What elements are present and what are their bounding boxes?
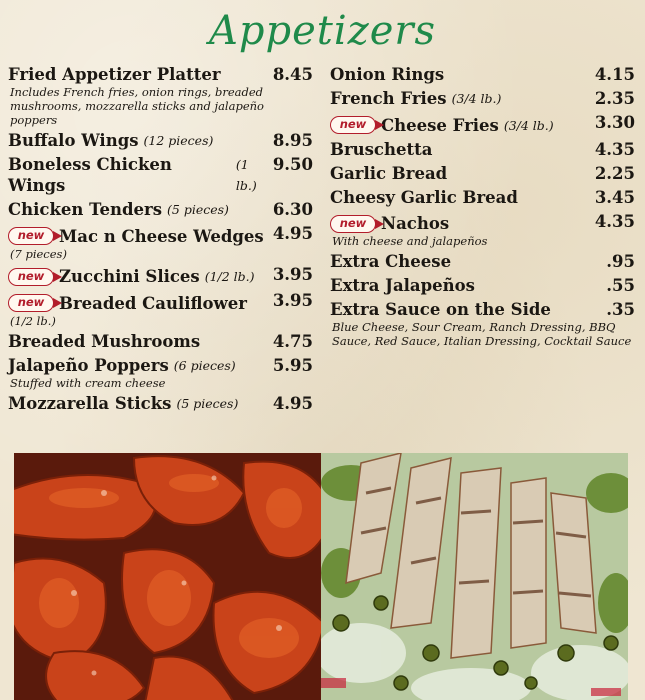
menu-item-label: Garlic Bread	[330, 163, 448, 183]
menu-item-quantity: (5 pieces)	[167, 202, 229, 217]
menu-item-label: Boneless Chicken Wings	[8, 155, 172, 195]
menu-item-bruschetta	[330, 139, 635, 160]
menu-item-name	[330, 139, 432, 160]
menu-item-row	[330, 112, 635, 136]
menu-item-price: 9.50	[272, 155, 313, 174]
menu-item-quantity: (1/2 lb.)	[204, 269, 255, 284]
menu-item-name	[330, 299, 551, 320]
menu-item-quantity: (12 pieces)	[143, 133, 214, 148]
menu-item-garlic-bread	[330, 163, 635, 184]
menu-item-name	[8, 154, 273, 196]
menu-item-description: Stuffed with cream cheese	[10, 375, 166, 390]
menu-item-row	[330, 64, 635, 85]
menu-item-row	[330, 299, 635, 320]
menu-item-row	[8, 64, 313, 85]
menu-item-name	[8, 130, 213, 151]
menu-item-zucchini-slices	[8, 264, 313, 288]
menu-item-label: Extra Cheese	[330, 252, 452, 271]
menu-item-row	[8, 223, 313, 247]
menu-item-label: Cheesy Garlic Bread	[330, 187, 518, 207]
menu-item-label: Nachos	[381, 214, 450, 233]
menu-item-label: Zucchini Slices	[59, 267, 200, 286]
menu-item-nachos	[330, 211, 635, 249]
menu-item-description: Blue Cheese, Sour Cream, Ranch Dressing, BBQ Sauce, Red Sauce, Italian Dressing, Cocktail Sauce	[332, 320, 632, 348]
menu-item-fried-appetizer-platter	[8, 64, 313, 127]
menu-item-mac-n-cheese-wedges	[8, 223, 313, 261]
menu-item-name	[8, 331, 200, 352]
menu-item-label: Extra Jalapeños	[330, 276, 475, 295]
menu-item-price: 3.45	[594, 187, 635, 207]
menu-item-row	[330, 251, 635, 272]
menu-item-label: Extra Sauce on the Side	[330, 300, 551, 319]
menu-item-price: 4.95	[272, 224, 313, 243]
menu-item-row	[330, 139, 635, 160]
menu-item-price: 2.25	[594, 163, 635, 183]
menu-item-extra-jalapenos	[330, 275, 635, 296]
menu-item-cheese-fries	[330, 112, 635, 136]
menu-item-row	[330, 88, 635, 109]
menu-item-name	[8, 199, 229, 220]
menu-item-mozzarella-sticks	[8, 393, 313, 414]
menu-item-name	[330, 187, 518, 208]
new-badge: new	[330, 116, 376, 134]
menu-item-name	[330, 251, 451, 272]
menu-item-name	[330, 213, 449, 234]
menu-item-label: Mac n Cheese Wedges	[59, 226, 264, 246]
menu-item-price: 4.95	[272, 393, 313, 413]
menu-item-label: Fried Appetizer Platter	[8, 65, 221, 84]
menu-item-name	[330, 64, 444, 85]
menu-item-quantity: (1 lb.)	[235, 157, 257, 193]
menu-item-label: Mozzarella Sticks	[8, 393, 172, 413]
menu-item-description: Includes French fries, onion rings, breaded mushrooms, mozzarella sticks and jalapeño poppers	[10, 85, 264, 127]
menu-item-price: 3.95	[272, 264, 313, 284]
menu-item-row	[330, 187, 635, 208]
menu-item-row	[330, 275, 635, 296]
new-badge: new	[330, 215, 376, 233]
menu-item-label: Onion Rings	[330, 65, 445, 84]
menu-item-quantity: (6 pieces)	[173, 357, 236, 373]
menu-item-label: Bruschetta	[330, 139, 433, 159]
menu-item-price: 3.95	[272, 291, 313, 310]
menu-item-price: 3.30	[594, 113, 635, 132]
new-badge: new	[8, 268, 54, 286]
menu-item-price: 4.35	[594, 139, 635, 159]
menu-item-name	[330, 275, 475, 296]
menu-item-price: 5.95	[272, 355, 313, 375]
menu-item-description: (7 pieces)	[10, 246, 67, 261]
menu-item-row	[8, 130, 313, 151]
menu-item-price: .95	[606, 252, 635, 271]
menu-item-price: .55	[606, 276, 635, 295]
menu-item-label: Cheese Fries	[381, 115, 499, 135]
menu-item-breaded-mushrooms	[8, 331, 313, 352]
menu-item-label: Breaded Mushrooms	[8, 331, 201, 351]
menu-item-name	[330, 163, 447, 184]
menu-item-onion-rings	[330, 64, 635, 85]
buffalo-wings-photo	[14, 453, 321, 700]
menu-item-row	[8, 331, 313, 352]
menu-item-price: 4.35	[594, 211, 635, 231]
menu-item-extra-cheese	[330, 251, 635, 272]
menu-item-quantity: (3/4 lb.)	[503, 117, 554, 133]
menu-item-row	[330, 211, 635, 235]
new-badge: new	[8, 294, 54, 312]
menu-item-french-fries	[330, 88, 635, 109]
menu-item-breaded-cauliflower	[8, 290, 313, 328]
menu-item-cheesy-garlic-bread	[330, 187, 635, 208]
menu-item-price: 4.15	[594, 65, 635, 84]
menu-item-name	[8, 64, 221, 85]
menu-item-row	[8, 355, 313, 376]
menu-item-name	[330, 115, 554, 136]
menu-item-price: 6.30	[272, 200, 313, 219]
menu-item-price: .35	[606, 300, 635, 319]
grilled-chicken-salad-photo	[321, 453, 628, 700]
menu-item-name	[8, 393, 238, 414]
menu-item-name	[8, 266, 255, 287]
menu-item-label: French Fries	[330, 89, 447, 108]
menu-item-price: 8.95	[272, 131, 313, 150]
menu-item-jalapeno-poppers	[8, 355, 313, 390]
menu-item-label: Buffalo Wings	[8, 131, 139, 150]
left-menu-column	[8, 64, 313, 417]
menu-item-label: Breaded Cauliflower	[59, 293, 247, 313]
menu-item-quantity: (5 pieces)	[176, 395, 239, 411]
menu-item-name	[8, 226, 264, 247]
menu-item-description: With cheese and jalapeños	[332, 234, 488, 248]
menu-item-price: 2.35	[594, 89, 635, 108]
menu-item-description: (1/2 lb.)	[10, 313, 56, 328]
menu-item-name	[8, 355, 236, 376]
menu-item-row	[8, 393, 313, 414]
menu-title: Appetizers	[208, 8, 437, 54]
menu-item-row	[330, 163, 635, 184]
new-badge: new	[8, 227, 54, 245]
menu-item-label: Chicken Tenders	[8, 200, 163, 219]
menu-item-row	[8, 154, 313, 196]
menu-item-label: Jalapeño Poppers	[8, 355, 169, 375]
menu-item-row	[8, 290, 313, 314]
menu-item-boneless-chicken-wings	[8, 154, 313, 196]
menu-item-extra-sauce-on-the-side	[330, 299, 635, 348]
menu-item-price: 8.45	[272, 65, 313, 84]
menu-item-buffalo-wings	[8, 130, 313, 151]
menu-item-row	[8, 199, 313, 220]
menu-item-row	[8, 264, 313, 288]
menu-item-price: 4.75	[272, 331, 313, 351]
right-menu-column	[330, 64, 635, 351]
menu-item-name	[330, 88, 501, 109]
menu-item-quantity: (3/4 lb.)	[451, 91, 502, 106]
menu-item-name	[8, 293, 247, 314]
menu-item-chicken-tenders	[8, 199, 313, 220]
